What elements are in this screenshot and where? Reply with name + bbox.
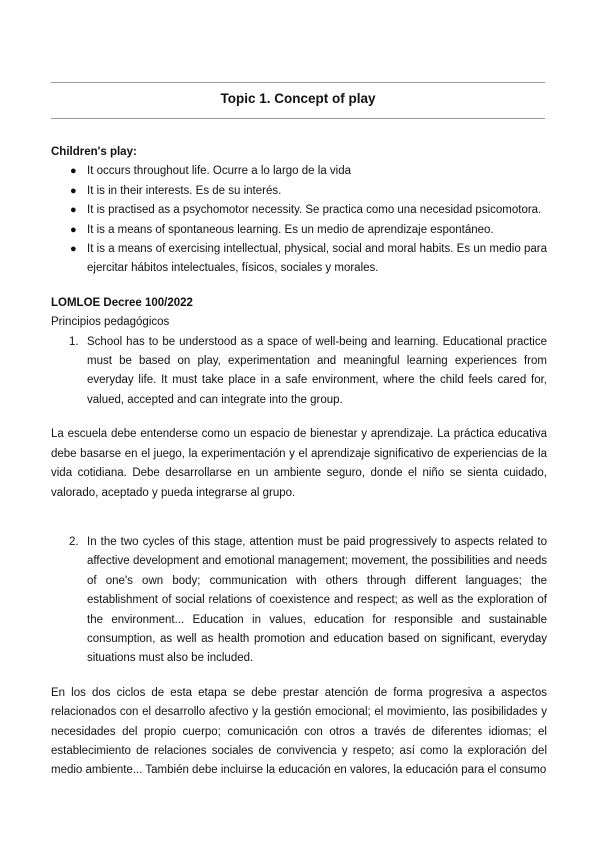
bullet-icon: ● [70, 243, 77, 256]
list-item-text: It is a means of spontaneous learning. Es un medio de aprendizaje espontáneo. [87, 223, 494, 236]
lomloe-heading: LOMLOE Decree 100/2022 [51, 296, 193, 309]
bullet-icon: ● [70, 184, 77, 197]
page-title: Topic 1. Concept of play [220, 91, 376, 106]
list-item [51, 201, 547, 220]
list-item [51, 221, 547, 240]
childrens-play-heading: Children's play: [51, 146, 137, 158]
childrens-play-list [51, 162, 547, 278]
list-item-text: It is a means of exercising intellectual, physical, social and moral habits. Es un medio para ejercitar hábitos intelectuales, físicos, sociales y morales. [87, 243, 547, 275]
list-number: 2. [69, 535, 79, 548]
list-item-text: It is in their interests. Es de su interés. [87, 184, 282, 197]
list-item [51, 333, 547, 411]
list-number: 1. [69, 335, 79, 348]
list-item [51, 533, 547, 669]
document-body [51, 143, 547, 781]
list-item-text: School has to be understood as a space of well-being and learning. Educational practice must be based on play, experimentation and meaningful learning experiences from everyday life. It must take place in a safe environment, where the child feels cared for, valued, accepted and can integrate into the group. [87, 335, 547, 406]
bottom-divider [51, 118, 545, 119]
bullet-icon: ● [70, 165, 77, 178]
list-item [51, 162, 547, 181]
list-item-text: It occurs throughout life. Ocurre a lo largo de la vida [87, 165, 352, 178]
top-divider [51, 82, 545, 83]
list-item [51, 182, 547, 201]
spanish-paragraph-2: En los dos ciclos de esta etapa se debe prestar atención de forma progresiva a aspectos relacionados con el desarrollo afectivo y la gestión emocional; el movimiento, las posibilidades y necesidades del propio cuerpo; comunicación con otros a través de diferentes idiomas; el establecimiento de relaciones sociales de convivencia y respeto; así como la exploración del medio ambiente... También debe incluirse la educación en valores, la educación para el consumo [51, 686, 547, 777]
bullet-icon: ● [70, 223, 77, 236]
principles-list-1 [51, 333, 547, 411]
list-item-text: It is practised as a psychomotor necessity. Se practica como una necesidad psicomotora. [87, 204, 542, 217]
bullet-icon: ● [70, 204, 77, 217]
list-item [51, 240, 547, 279]
spanish-paragraph-1: La escuela debe entenderse como un espacio de bienestar y aprendizaje. La práctica educativa debe basarse en el juego, la experimentación y el aprendizaje significativo de experiencias de la vida cotidiana. Debe desarrollarse en un ambiente seguro, donde el niño se sienta cuidado, valorado, aceptado y pueda integrarse al grupo. [51, 428, 547, 499]
list-item-text: In the two cycles of this stage, attention must be paid progressively to aspects related to affective development and emotional management; movement, the possibilities and needs of one's own body; communication with others through different languages; the establishment of social relations of coexistence and respect; as well as the exploration of the environment... Education in values, education for responsible and sustainable consumption, as well as health promotion and education based on significant, everyday situations must also be included. [87, 535, 547, 665]
principles-list-2 [51, 533, 547, 669]
lomloe-subheading: Principios pedagógicos [51, 316, 170, 329]
